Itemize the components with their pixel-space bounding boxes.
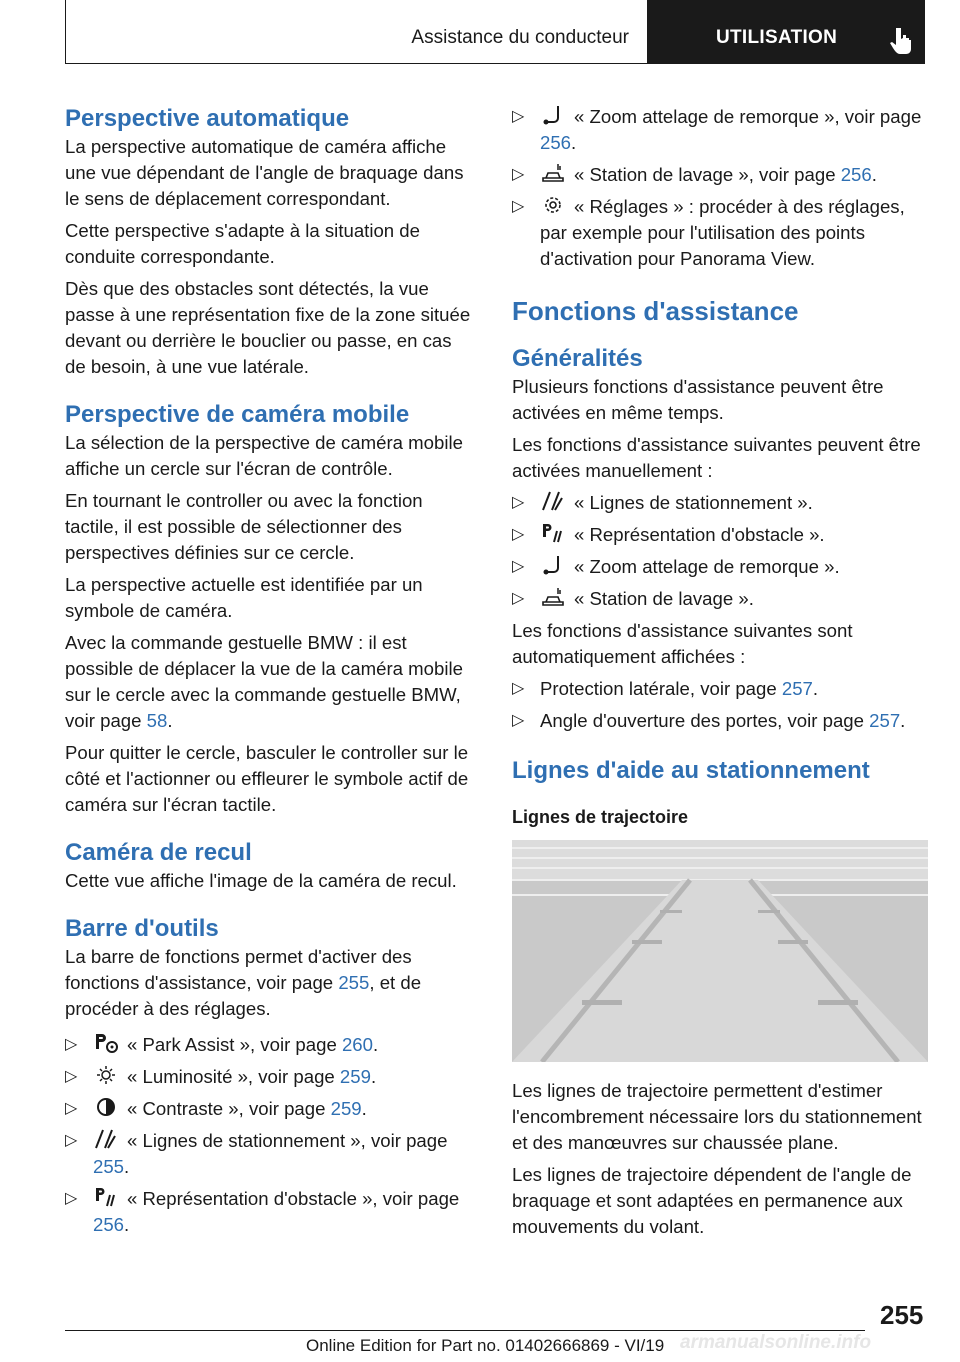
- page-link[interactable]: 256: [840, 164, 872, 185]
- car-wash-icon: [540, 162, 566, 184]
- contrast-icon: [93, 1096, 119, 1118]
- list-item: ▷ « Représentation d'obstacle », voir page 256.: [65, 1188, 460, 1235]
- obstacle-icon: [93, 1186, 119, 1208]
- list-item-text: « Park Assist », voir page: [127, 1034, 342, 1055]
- paragraph: La sélection de la perspective de caméra mobile affiche un cercle sur l'écran de contrôle.: [65, 432, 463, 479]
- left-column: [65, 100, 477, 1238]
- chapter-tab: [648, 0, 925, 64]
- list-item: [512, 522, 926, 548]
- heading-perspective-automatique: Perspective automatique: [65, 105, 350, 132]
- paragraph: Les fonctions d'assistance suivantes peuvent être activées manuellement :: [512, 434, 921, 481]
- list-item-text: « Station de lavage ».: [574, 588, 754, 609]
- list-item-text: « Zoom attelage de remorque », voir page: [574, 106, 922, 127]
- paragraph: La perspective actuelle est identifiée par un symbole de caméra.: [65, 574, 423, 621]
- bullet-triangle-icon: ▷: [65, 1036, 78, 1053]
- paragraph: Cette vue affiche l'image de la caméra de recul.: [65, 870, 457, 891]
- paragraph-text: Avec la commande gestuelle BMW : il est possible de déplacer la vue de la caméra mobile sur le cercle avec la commande gestuelle BMW, voir page: [65, 632, 463, 731]
- bullet-triangle-icon: ▷: [512, 198, 525, 215]
- page-link[interactable]: 256: [540, 132, 572, 153]
- list-item-text: « Station de lavage », voir page: [574, 164, 841, 185]
- paragraph-text: La barre de fonctions permet d'activer des fonctions d'assistance, voir page: [65, 946, 412, 993]
- list-item: [512, 586, 926, 612]
- list-item-text: « Représentation d'obstacle ».: [574, 524, 825, 545]
- list-item-text: Angle d'ouverture des portes, voir page: [540, 710, 870, 731]
- paragraph: [65, 944, 477, 1022]
- paragraph: Avec la commande gestuelle BMW : il est possible de déplacer la vue de la caméra mobile sur le cercle avec la commande gestuelle BMW, voir page 58.: [65, 632, 463, 731]
- paragraph: Pour quitter le cercle, basculer le controller sur le côté et l'actionner ou effleurer le symbole actif de caméra sur l'écran tactile.: [65, 742, 469, 815]
- pointing-hand-icon: [890, 26, 914, 54]
- list-item: ▷ « Zoom attelage de remorque », voir page 256.: [512, 106, 922, 153]
- list-item-text: « Réglages » : procéder à des réglages, par exemple pour l'utilisation des points d'activation pour Panorama View.: [540, 196, 905, 269]
- list-item: ▷ Angle d'ouverture des portes, voir page 257.: [512, 708, 926, 734]
- list-item-text: « Luminosité », voir page: [127, 1066, 340, 1087]
- list-item-text: « Lignes de stationnement », voir page: [127, 1130, 448, 1151]
- page-link[interactable]: 255: [338, 972, 370, 993]
- list-item: ▷ « Lignes de stationnement », voir page 255.: [65, 1130, 448, 1177]
- trailer-zoom-icon: [540, 554, 566, 576]
- heading-camera-recul: Caméra de recul: [65, 839, 252, 866]
- page-link[interactable]: 58: [146, 710, 168, 731]
- parking-lines-icon: [93, 1128, 119, 1150]
- watermark: armanualsonline.info: [680, 1332, 872, 1353]
- bullet-triangle-icon: ▷: [512, 590, 525, 607]
- page-number: 255: [880, 1300, 924, 1330]
- list-item-text: « Contraste », voir page: [127, 1098, 331, 1119]
- parking-lines-icon: [540, 490, 566, 512]
- bullet-triangle-icon: ▷: [512, 680, 525, 697]
- page-link[interactable]: 259: [330, 1098, 362, 1119]
- heading-barre-outils: Barre d'outils: [65, 915, 219, 942]
- obstacle-icon: [540, 522, 566, 544]
- paragraph: En tournant le controller ou avec la fonction tactile, il est possible de sélectionner des perspectives définies sur ce cercle.: [65, 490, 423, 563]
- list-item: ▷ Protection latérale, voir page 257.: [512, 676, 926, 702]
- list-item: [512, 490, 926, 516]
- road-perspective-image: [512, 840, 928, 1062]
- page-link[interactable]: 255: [93, 1156, 125, 1177]
- paragraph: Les lignes de trajectoire permettent d'estimer l'encombrement nécessaire lors du stationnement et des manœuvres sur chaussée plane.: [512, 1080, 922, 1153]
- chapter-title: UTILISATION: [716, 27, 838, 48]
- trajectory-lines-illustration: [512, 840, 928, 1062]
- page-link[interactable]: 260: [341, 1034, 373, 1055]
- paragraph: Les fonctions d'assistance suivantes sont automatiquement affichées :: [512, 620, 853, 667]
- bullet-triangle-icon: ▷: [512, 494, 525, 511]
- car-wash-icon: [540, 586, 566, 608]
- bullet-triangle-icon: ▷: [512, 712, 525, 729]
- footer-divider: [65, 1330, 865, 1331]
- paragraph: Plusieurs fonctions d'assistance peuvent être activées en même temps.: [512, 376, 884, 423]
- bullet-triangle-icon: ▷: [512, 558, 525, 575]
- paragraph: La perspective automatique de caméra affiche une vue dépendant de l'angle de braquage dans le sens de déplacement correspondant.: [65, 136, 464, 209]
- paragraph: Cette perspective s'adapte à la situation de conduite correspondante.: [65, 220, 420, 267]
- heading-fonctions-assistance: Fonctions d'assistance: [512, 296, 799, 326]
- list-item: [512, 194, 926, 272]
- bullet-triangle-icon: ▷: [65, 1190, 78, 1207]
- bullet-triangle-icon: ▷: [65, 1132, 78, 1149]
- settings-icon: [540, 194, 566, 216]
- list-item: ▷ « Park Assist », voir page 260.: [65, 1032, 477, 1058]
- heading-lignes-aide: Lignes d'aide au stationnement: [512, 757, 870, 784]
- bullet-triangle-icon: ▷: [512, 166, 525, 183]
- list-item: ▷ « Station de lavage », voir page 256.: [512, 162, 926, 188]
- heading-generalites: Généralités: [512, 345, 643, 372]
- bullet-triangle-icon: ▷: [512, 526, 525, 543]
- bullet-triangle-icon: ▷: [65, 1068, 78, 1085]
- section-header-box: [65, 0, 648, 64]
- list-item-text: « Zoom attelage de remorque ».: [574, 556, 840, 577]
- paragraph: Les lignes de trajectoire dépendent de l'angle de braquage et sont adaptées en permanence aux mouvements du volant.: [512, 1164, 912, 1237]
- page-header: [65, 0, 925, 66]
- list-item: ▷ « Contraste », voir page 259.: [65, 1096, 477, 1122]
- heading-lignes-trajectoire: Lignes de trajectoire: [512, 807, 689, 827]
- edition-text: Online Edition for Part no. 01402666869 - VI/19: [306, 1336, 665, 1355]
- list-item-text: « Lignes de stationnement ».: [574, 492, 813, 513]
- page-link[interactable]: 259: [339, 1066, 371, 1087]
- section-title: Assistance du conducteur: [411, 27, 629, 48]
- list-item-text: Protection latérale, voir page: [540, 678, 782, 699]
- park-assist-icon: [93, 1032, 119, 1054]
- brightness-icon: [93, 1064, 119, 1086]
- page-link[interactable]: 257: [781, 678, 813, 699]
- list-item: ▷ « Luminosité », voir page 259.: [65, 1064, 477, 1090]
- paragraph-text: , et de procéder à des réglages.: [65, 972, 422, 1019]
- bullet-triangle-icon: ▷: [65, 1100, 78, 1117]
- right-column: [512, 100, 926, 1240]
- page-link[interactable]: 257: [869, 710, 901, 731]
- trailer-zoom-icon: [540, 104, 566, 126]
- list-item: [512, 554, 926, 580]
- list-item-text: « Représentation d'obstacle », voir page: [127, 1188, 460, 1209]
- heading-perspective-mobile: Perspective de caméra mobile: [65, 401, 410, 428]
- paragraph: Dès que des obstacles sont détectés, la vue passe à une représentation fixe de la zone située devant ou derrière le bouclier ou passe, en cas de besoin, à une vue latérale.: [65, 278, 471, 377]
- bullet-triangle-icon: ▷: [512, 108, 525, 125]
- page-link[interactable]: 256: [93, 1214, 125, 1235]
